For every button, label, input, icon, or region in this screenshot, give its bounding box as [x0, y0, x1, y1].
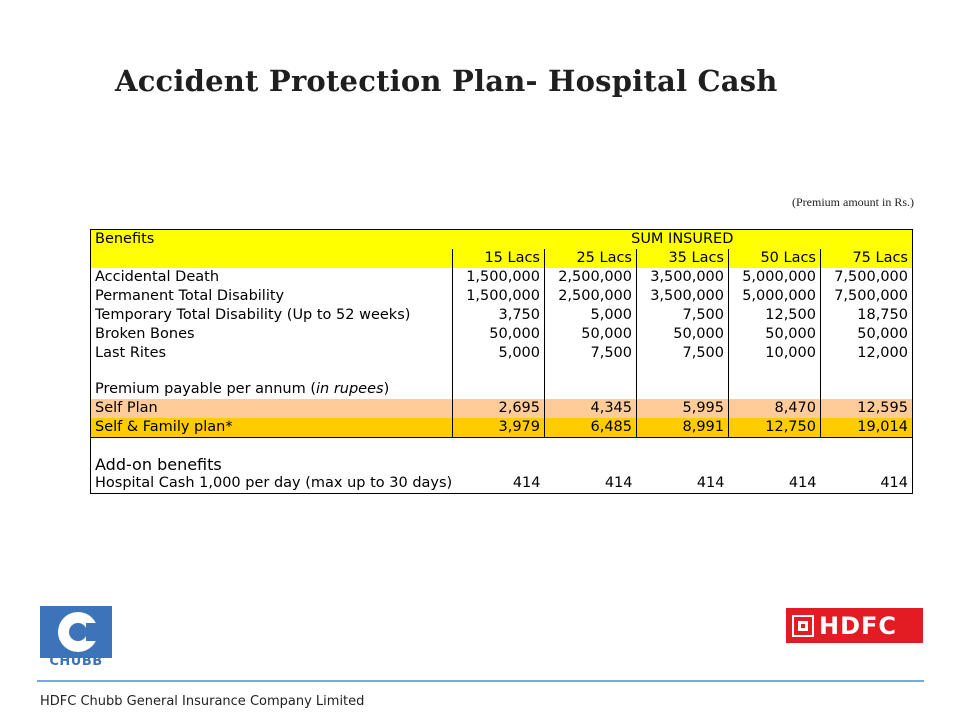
premium-label: Premium payable per annum (in rupees)	[95, 381, 390, 397]
cell-value: 5,995	[637, 399, 729, 418]
spacer-row	[91, 363, 913, 380]
column-header: 35 Lacs	[637, 249, 729, 268]
cell-value: 50,000	[729, 325, 821, 344]
cell-value: 7,500,000	[821, 268, 913, 287]
table-row	[91, 325, 913, 344]
premium-table	[90, 229, 913, 494]
header-blank	[91, 249, 453, 268]
page-title: Accident Protection Plan- Hospital Cash	[115, 64, 778, 98]
cell-value: 2,695	[453, 399, 545, 418]
table-row	[91, 344, 913, 363]
cell-value: 12,595	[821, 399, 913, 418]
cell-value: 7,500	[637, 344, 729, 363]
cell-value: 1,500,000	[453, 268, 545, 287]
table-row	[91, 268, 913, 287]
hdfc-logo-text: HDFC	[819, 611, 898, 640]
row-label: Last Rites	[95, 345, 167, 361]
spacer-row	[91, 438, 913, 456]
family-plan-row	[91, 418, 913, 438]
cell-value: 1,500,000	[453, 287, 545, 306]
cell-value: 3,500,000	[637, 287, 729, 306]
hospital-cash-row	[91, 474, 913, 494]
row-label: Accidental Death	[95, 269, 220, 285]
column-header: 75 Lacs	[821, 249, 913, 268]
cell-value: 5,000,000	[729, 268, 821, 287]
benefits-header: Benefits	[91, 230, 453, 250]
cell-value: 7,500	[545, 344, 637, 363]
cell-value: 3,750	[453, 306, 545, 325]
footer-company-name: HDFC Chubb General Insurance Company Limited	[40, 694, 365, 709]
cell-value: 50,000	[821, 325, 913, 344]
cell-value: 2,500,000	[545, 268, 637, 287]
cell-value: 5,000,000	[729, 287, 821, 306]
premium-label-row	[91, 380, 913, 399]
cell-value: 7,500	[637, 306, 729, 325]
cell-value: 5,000	[453, 344, 545, 363]
header-row	[91, 230, 913, 250]
cell-value: 414	[880, 475, 908, 491]
column-header: 50 Lacs	[729, 249, 821, 268]
cell-value: 414	[696, 475, 725, 491]
row-label: Temporary Total Disability (Up to 52 weeks)	[95, 307, 411, 323]
row-label: Permanent Total Disability	[95, 288, 285, 304]
column-header: 25 Lacs	[545, 249, 637, 268]
cell-value: 414	[512, 475, 541, 491]
premium-note: (Premium amount in Rs.)	[792, 195, 914, 209]
row-label: Self Plan	[91, 399, 453, 418]
cell-value: 50,000	[453, 325, 545, 344]
cell-value: 5,000	[545, 306, 637, 325]
cell-value: 4,345	[545, 399, 637, 418]
row-label: Self & Family plan*	[91, 418, 453, 438]
cell-value: 6,485	[545, 418, 637, 438]
row-label: Hospital Cash 1,000 per day (max up to 30 days)	[95, 475, 453, 491]
cell-value: 50,000	[637, 325, 729, 344]
chubb-logo-text: CHUBB	[49, 654, 103, 669]
hdfc-mark-icon	[792, 615, 814, 637]
addon-header-row	[91, 455, 913, 474]
cell-value: 12,000	[821, 344, 913, 363]
addon-header: Add-on benefits	[95, 455, 222, 474]
table-row	[91, 306, 913, 325]
cell-value: 8,470	[729, 399, 821, 418]
cell-value: 414	[604, 475, 633, 491]
column-header-row	[91, 249, 913, 268]
cell-value: 8,991	[637, 418, 729, 438]
cell-value: 2,500,000	[545, 287, 637, 306]
cell-value: 50,000	[545, 325, 637, 344]
cell-value: 19,014	[821, 418, 913, 438]
sum-insured-header: SUM INSURED	[453, 230, 913, 250]
cell-value: 12,500	[729, 306, 821, 325]
row-label: Broken Bones	[95, 326, 195, 342]
table-row	[91, 287, 913, 306]
column-header: 15 Lacs	[453, 249, 545, 268]
cell-value: 12,750	[729, 418, 821, 438]
cell-value: 7,500,000	[821, 287, 913, 306]
cell-value: 3,500,000	[637, 268, 729, 287]
footer-divider	[37, 680, 924, 682]
cell-value: 18,750	[821, 306, 913, 325]
hdfc-logo	[786, 608, 923, 643]
cell-value: 3,979	[453, 418, 545, 438]
cell-value: 414	[788, 475, 817, 491]
self-plan-row	[91, 399, 913, 418]
cell-value: 10,000	[729, 344, 821, 363]
